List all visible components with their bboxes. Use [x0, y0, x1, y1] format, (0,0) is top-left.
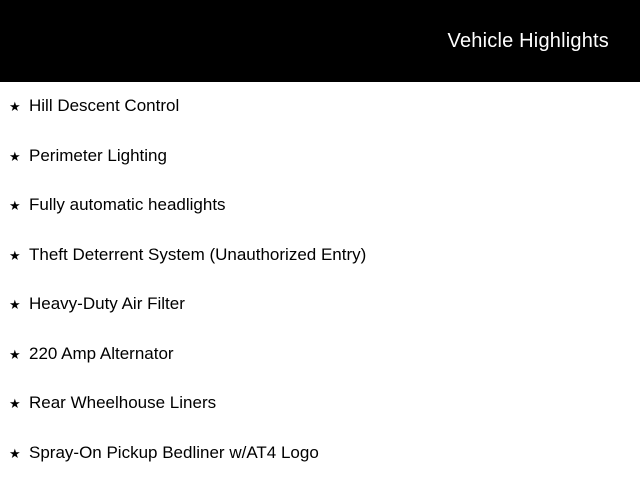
header-bar	[0, 0, 640, 82]
list-item	[0, 379, 640, 429]
list-item-label: Heavy-Duty Air Filter	[29, 294, 185, 314]
list-item-label: 220 Amp Alternator	[29, 343, 174, 363]
list-item-label: Fully automatic headlights	[29, 195, 226, 215]
list-item-label: Spray-On Pickup Bedliner w/AT4 Logo	[29, 442, 319, 462]
list-item	[0, 231, 640, 281]
list-item	[0, 181, 640, 231]
star-icon: ★	[9, 445, 21, 461]
list-item	[0, 429, 640, 479]
star-icon: ★	[9, 198, 21, 214]
list-item-label: Hill Descent Control	[29, 96, 180, 116]
page-title: Vehicle Highlights	[447, 30, 609, 52]
star-icon: ★	[9, 297, 21, 313]
star-icon: ★	[9, 396, 21, 412]
star-icon: ★	[9, 247, 21, 263]
list-item	[0, 82, 640, 132]
list-item-label: Theft Deterrent System (Unauthorized Entry)	[29, 244, 367, 264]
star-icon: ★	[9, 346, 21, 362]
list-item-label: Perimeter Lighting	[29, 145, 167, 165]
list-item	[0, 132, 640, 182]
highlights-list	[0, 82, 640, 478]
list-item	[0, 280, 640, 330]
list-item-label: Rear Wheelhouse Liners	[29, 393, 217, 413]
star-icon: ★	[9, 99, 21, 115]
list-item	[0, 330, 640, 380]
star-icon: ★	[9, 148, 21, 164]
